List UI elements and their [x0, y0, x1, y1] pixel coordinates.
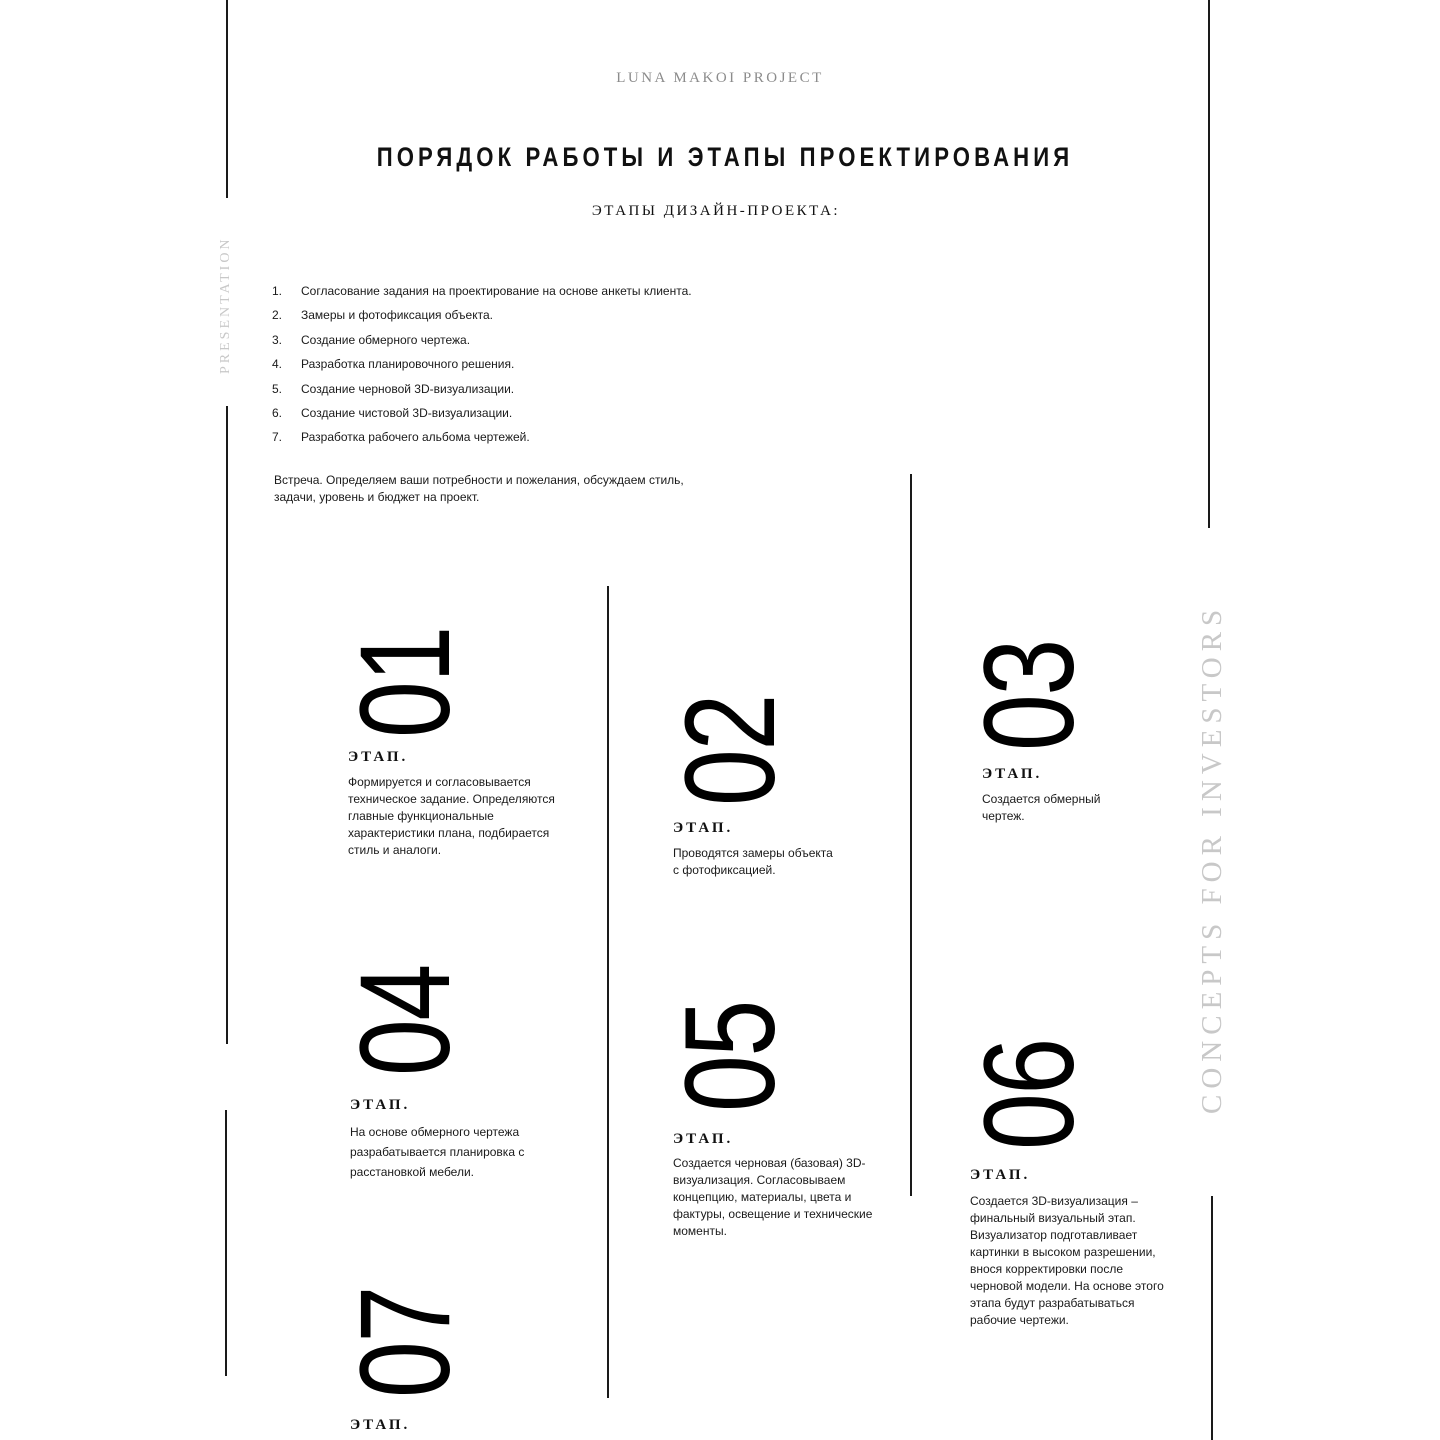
- stage-label-02: ЭТАП.: [673, 820, 734, 836]
- column-divider-2: [910, 474, 912, 1196]
- list-item-text: Разработка рабочего альбома чертежей.: [301, 430, 530, 445]
- list-item-number: 5.: [272, 381, 283, 396]
- stage-label-05: ЭТАП.: [673, 1131, 734, 1147]
- stage-label-06: ЭТАП.: [970, 1167, 1031, 1183]
- page-title: ПОРЯДОК РАБОТЫ И ЭТАПЫ ПРОЕКТИРОВАНИЯ: [376, 142, 1074, 172]
- stage-number-01: 01: [334, 627, 477, 738]
- list-item: [272, 405, 692, 429]
- list-item-number: 4.: [272, 357, 283, 372]
- steps-list: [272, 283, 692, 454]
- list-item: [272, 429, 692, 453]
- list-item: [272, 332, 692, 356]
- left-border-line-middle: [226, 406, 228, 1044]
- list-item-text: Создание чистовой 3D-визуализации.: [301, 405, 513, 420]
- list-item-number: 2.: [272, 308, 283, 323]
- list-item-number: 1.: [272, 284, 283, 298]
- stage-description-06: Создается 3D-визуализация – финальный визуальный этап. Визуализатор подготавливает картинки в высоком разрешении, внося корректировки после черновой модели. На основе этого этапа будут разрабатываться рабочие чертежи.: [970, 1194, 1164, 1327]
- list-item: [272, 356, 692, 380]
- stage-label-07: ЭТАП.: [350, 1417, 411, 1433]
- side-label-concepts: CONCEPTS FOR INVESTORS: [1196, 603, 1228, 1114]
- stage-number-06: 06: [958, 1039, 1101, 1150]
- stage-number-04: 04: [334, 965, 477, 1076]
- stage-label-04: ЭТАП.: [350, 1097, 411, 1113]
- stage-description-05: Создается черновая (базовая) 3D-визуализация. Согласовываем концепцию, материалы, цвета и фактуры, освещение и технические моменты.: [673, 1156, 873, 1238]
- stage-description-01: Формируется и согласовывается техническое задание. Определяются главные функциональные характеристики плана, подбирается стиль и аналоги.: [348, 775, 555, 857]
- left-border-line-bottom: [225, 1110, 227, 1376]
- list-item-text: Создание обмерного чертежа.: [301, 332, 471, 347]
- stage-description-03: Создается обмерный чертеж.: [982, 792, 1101, 823]
- stage-number-03: 03: [958, 640, 1101, 751]
- list-item-text: Разработка планировочного решения.: [301, 357, 515, 372]
- stage-number-07: 07: [334, 1287, 477, 1398]
- list-item: [272, 307, 692, 331]
- list-item-number: 7.: [272, 430, 283, 445]
- stage-label-01: ЭТАП.: [348, 749, 409, 765]
- page-subtitle: ЭТАПЫ ДИЗАЙН-ПРОЕКТА:: [591, 203, 841, 219]
- list-item-number: 6.: [272, 405, 283, 420]
- list-item: [272, 283, 692, 307]
- column-divider-1: [607, 586, 609, 1398]
- stage-description-04: На основе обмерного чертежа разрабатывается планировка с расстановкой мебели.: [350, 1125, 525, 1179]
- stage-description-02: Проводятся замеры объекта с фотофиксацией.: [673, 846, 833, 877]
- list-item: [272, 381, 692, 405]
- list-item-text: Замеры и фотофиксация объекта.: [301, 308, 493, 323]
- intro-text: Встреча. Определяем ваши потребности и пожелания, обсуждаем стиль, задачи, уровень и бюджет на проект.: [274, 473, 684, 504]
- stage-label-03: ЭТАП.: [982, 766, 1043, 782]
- stage-number-05: 05: [659, 1001, 802, 1112]
- stage-number-02: 02: [659, 695, 802, 806]
- list-item-number: 3.: [272, 332, 283, 347]
- brand-name: LUNA MAKOI PROJECT: [616, 70, 824, 86]
- side-label-presentation: PRESENTATION: [218, 236, 233, 374]
- list-item-text: Создание черновой 3D-визуализации.: [301, 381, 515, 396]
- right-border-line-bottom: [1211, 1196, 1213, 1440]
- list-item-text: Согласование задания на проектирование на основе анкеты клиента.: [301, 284, 692, 298]
